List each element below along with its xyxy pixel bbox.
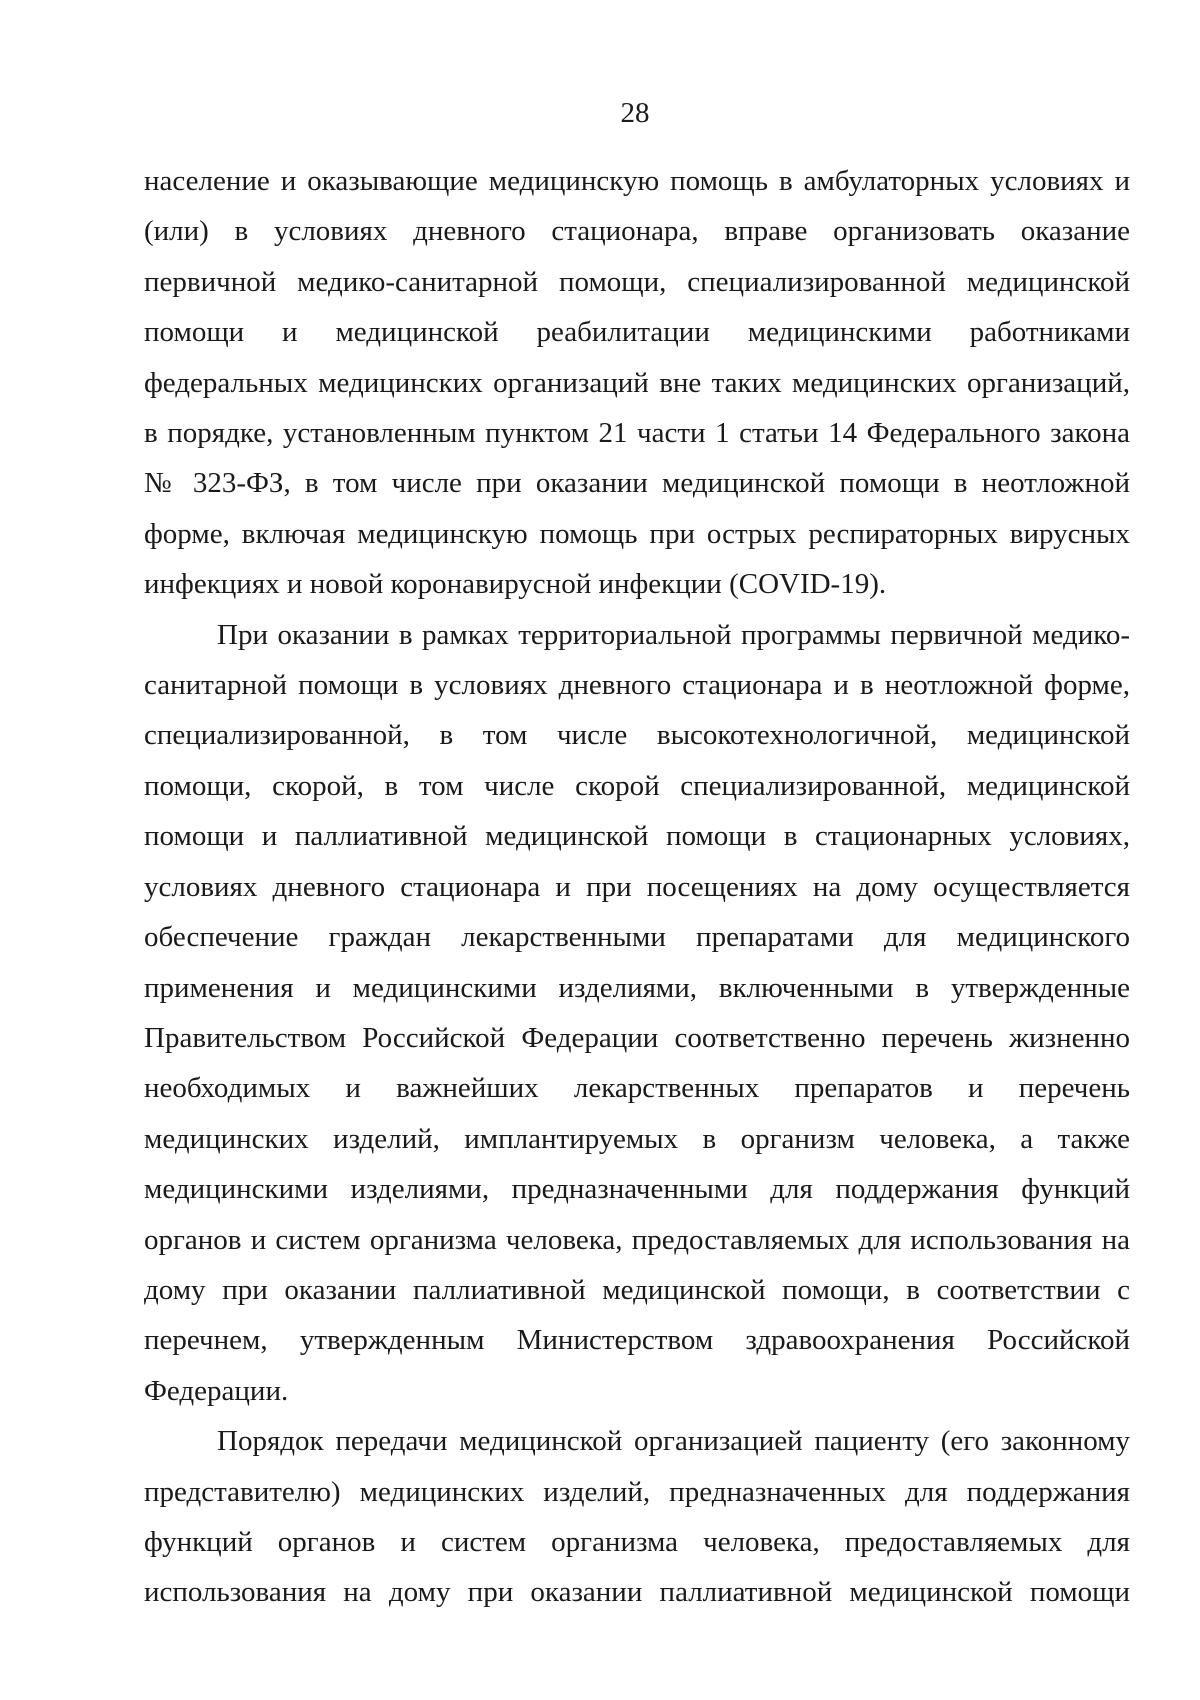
paragraph-transfer-procedure: Порядок передачи медицинской организацией пациенту (его законному представителю) медицинских изделий, предназначенных для поддержания функций органов и систем организма человека, предоставляемых для использования на дому при оказании паллиативной медицинской помощи [144,1425,1130,1609]
paragraph-drug-provision: При оказании в рамках территориальной программы первичной медико-санитарной помощи в условиях дневного стационара и в неотложной форме, специализированной, в том числе высокотехнологичной, медицинской помощи, скорой, в том числе скорой специализированной, медицинской помощи и паллиативной медицинской помощи в стационарных условиях, условиях дневного стационара и при посещениях на дому осуществляется обеспечение граждан лекарственными препаратами для медицинского применения и медицинскими изделиями, включенными в утвержденные Правительством Российской Федерации соответственно перечень жизненно необходимых и важнейших лекарственных препаратов и перечень медицинских изделий, имплантируемых в организм человека, а также медицинскими изделиями, предназначенными для поддержания функций органов и систем организма человека, предоставляемых для использования на дому при оказании паллиативной медицинской помощи, в соответствии с перечнем, утвержденным Министерством здравоохранения Российской Федерации. [144,618,1130,1407]
document-body [144,156,1130,1618]
paragraph-continuation: население и оказывающие медицинскую помощь в амбулаторных условиях и (или) в условиях дневного стационара, вправе организовать оказание первичной медико-санитарной помощи, специализированной медицинской помощи и медицинской реабилитации медицинскими работниками федеральных медицинских организаций вне таких медицинских организаций, в порядке, установленным пунктом 21 части 1 статьи 14 Федерального закона № 323-ФЗ, в том числе при оказании медицинской помощи в неотложной форме, включая медицинскую помощь при острых респираторных вирусных инфекциях и новой коронавирусной инфекции (COVID-19). [144,165,1130,601]
page-number: 28 [620,97,650,129]
